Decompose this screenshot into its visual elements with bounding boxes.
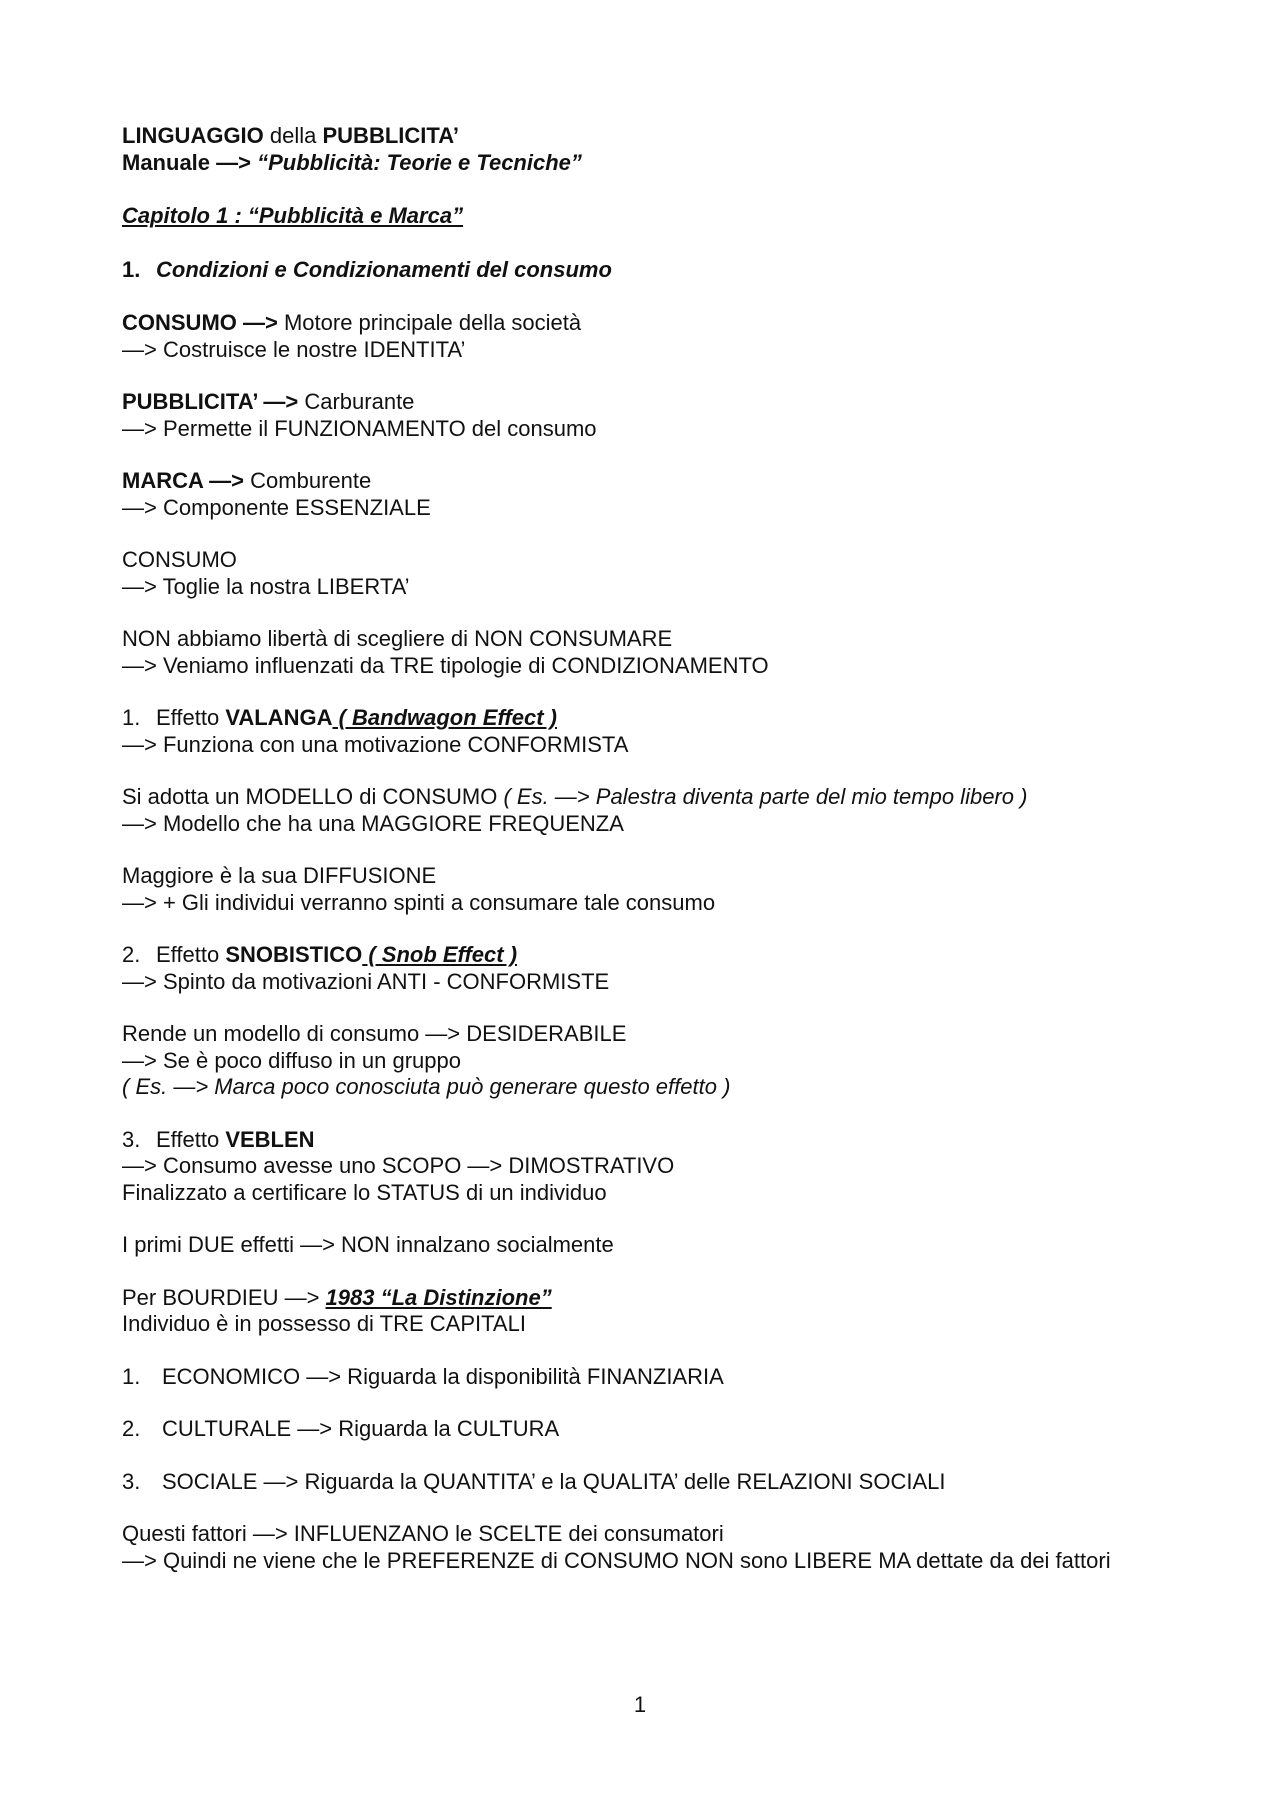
effect-1-p1-text: Si adotta un MODELLO di CONSUMO <box>122 784 504 809</box>
marca-term: MARCA —> <box>122 468 245 493</box>
consumo-text: Motore principale della società <box>277 310 582 335</box>
pubblicita-text: Carburante <box>298 389 415 414</box>
bourdieu-subline: Individuo è in possesso di TRE CAPITALI <box>122 1311 526 1336</box>
chapter-title: Capitolo 1 : “Pubblicità e Marca” <box>122 203 464 228</box>
pubblicita-term: PUBBLICITA’ —> <box>122 389 299 414</box>
effect-1-p1-example: ( Es. —> Palestra diventa parte del mio tempo libero ) <box>503 784 1028 809</box>
pubblicita-subline: —> Permette il FUNZIONAMENTO del consumo <box>122 415 597 441</box>
effect-3-subline-2: Finalizzato a certificare lo STATUS di un individuo <box>122 1179 607 1205</box>
title-part-3: PUBBLICITA’ <box>322 123 459 148</box>
bourdieu-prefix: Per BOURDIEU —> <box>122 1284 326 1310</box>
effect-2-subline: —> Spinto da motivazioni ANTI - CONFORMISTE <box>122 968 610 994</box>
bourdieu-book: 1983 “La Distinzione” <box>325 1284 552 1310</box>
effect-2-english: ( Snob Effect ) <box>362 942 518 967</box>
effect-1-heading <box>122 705 1162 732</box>
closing-line-1: Questi fattori —> INFLUENZANO le SCELTE dei consumatori <box>122 1521 724 1546</box>
effect-2-prefix: Effetto <box>156 942 226 967</box>
effect-1-name: VALANGA <box>225 705 333 730</box>
capital-text: CULTURALE —> Riguarda la CULTURA <box>162 1416 560 1441</box>
effect-1-subline: —> Funziona con una motivazione CONFORMISTA <box>122 731 629 757</box>
effect-2-example: ( Es. —> Marca poco conosciuta può generare questo effetto ) <box>122 1074 731 1099</box>
effect-2-heading <box>122 942 1162 969</box>
page-content <box>122 123 1162 1574</box>
marca-subline: —> Componente ESSENZIALE <box>122 494 431 520</box>
marca-definition <box>122 468 1162 495</box>
effect-3-prefix: Effetto <box>156 1126 226 1152</box>
effect-2-number: 2. <box>122 942 141 967</box>
capital-item <box>122 1469 1162 1496</box>
effect-3-subline-1: —> Consumo avesse uno SCOPO —> DIMOSTRATIVO <box>122 1153 675 1178</box>
page-number: 1 <box>633 1692 647 1717</box>
capital-number: 1. <box>122 1363 141 1389</box>
effect-2-paragraph: Rende un modello di consumo —> DESIDERABILE <box>122 1021 627 1046</box>
effects-summary: I primi DUE effetti —> NON innalzano socialmente <box>122 1232 614 1257</box>
consumo-subline: —> Costruisce le nostre IDENTITA’ <box>122 336 466 362</box>
effect-1-paragraph-1 <box>122 784 1162 811</box>
effect-1-number: 1. <box>122 705 141 730</box>
section-title: Condizioni e Condizionamenti del consumo <box>156 256 612 282</box>
effect-3-heading <box>122 1127 1162 1154</box>
section-heading <box>122 257 1162 284</box>
title-part-2: della <box>263 123 323 148</box>
effect-3-name: VEBLEN <box>225 1126 315 1152</box>
manual-arrow: —> <box>216 149 258 175</box>
title-part-1: LINGUAGGIO <box>122 123 264 148</box>
effect-1-p1-subline: —> Modello che ha una MAGGIORE FREQUENZA <box>122 810 624 836</box>
marca-text: Comburente <box>244 468 372 493</box>
bourdieu-line <box>122 1285 1162 1312</box>
effect-1-english: ( Bandwagon Effect ) <box>332 705 557 730</box>
manual-line <box>122 150 1162 177</box>
effect-2-p-subline: —> Se è poco diffuso in un gruppo <box>122 1047 462 1073</box>
consumo-term: CONSUMO —> <box>122 310 278 335</box>
effect-3-number: 3. <box>122 1126 141 1152</box>
capital-item <box>122 1364 1162 1391</box>
chapter-heading <box>122 203 1162 230</box>
document-title <box>122 123 1162 150</box>
consumo-definition <box>122 310 1162 337</box>
consumo-heading: CONSUMO <box>122 547 237 572</box>
effect-1-paragraph-2: Maggiore è la sua DIFFUSIONE <box>122 863 437 888</box>
effect-2-example-line <box>122 1074 1162 1101</box>
effect-1-prefix: Effetto <box>156 705 226 730</box>
manual-label: Manuale <box>122 149 217 175</box>
closing-line-2: —> Quindi ne viene che le PREFERENZE di CONSUMO NON sono LIBERE MA dettate da dei fattori <box>122 1547 1111 1573</box>
manual-title: “Pubblicità: Teorie e Tecniche” <box>257 149 582 175</box>
consumo-liberta-subline: —> Toglie la nostra LIBERTA’ <box>122 573 410 599</box>
capital-text: SOCIALE —> Riguarda la QUANTITA’ e la QUALITA’ delle RELAZIONI SOCIALI <box>162 1468 946 1494</box>
non-liberta-line: NON abbiamo libertà di scegliere di NON CONSUMARE <box>122 626 673 651</box>
capital-text: ECONOMICO —> Riguarda la disponibilità FINANZIARIA <box>162 1363 724 1389</box>
effect-2-name: SNOBISTICO <box>225 942 363 967</box>
section-number: 1. <box>122 256 141 282</box>
capital-item <box>122 1416 1162 1443</box>
effect-1-p2-subline: —> + Gli individui verranno spinti a consumare tale consumo <box>122 889 716 915</box>
capital-number: 3. <box>122 1468 141 1494</box>
capital-number: 2. <box>122 1416 141 1441</box>
condizionamento-subline: —> Veniamo influenzati da TRE tipologie di CONDIZIONAMENTO <box>122 652 769 678</box>
pubblicita-definition <box>122 389 1162 416</box>
